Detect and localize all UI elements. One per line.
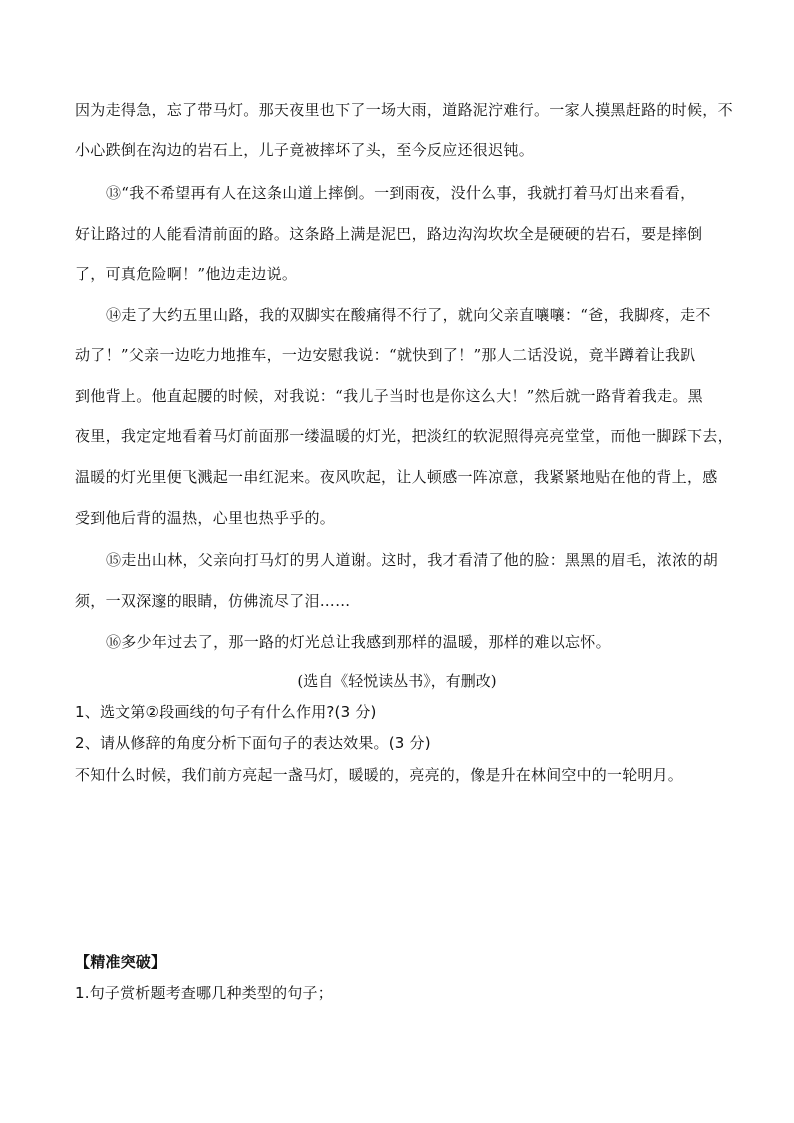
question-2: 2、请从修辞的角度分析下面句子的表达效果。(3 分) bbox=[75, 734, 431, 752]
story-p13-line3: 了，可真危险啊！”他边走边说。 bbox=[75, 265, 298, 283]
section-heading: 【精准突破】 bbox=[75, 953, 167, 971]
story-source: (选自《轻悦读丛书》，有删改) bbox=[297, 672, 497, 690]
story-p16-line1: ⑯多少年过去了，那一路的灯光总让我感到那样的温暖，那样的难以忘怀。 bbox=[106, 633, 611, 651]
story-p14-line6: 受到他后背的温热，心里也热乎乎的。 bbox=[75, 509, 336, 527]
story-p13-line2: 好让路过的人能看清前面的路。这条路上满是泥巴，路边沟沟坎坎全是硬硬的岩石，要是摔倒 bbox=[75, 225, 703, 243]
story-p13-line1: ⑬“我不希望再有人在这条山道上摔倒。一到雨夜，没什么事，我就打着马灯出来看看， bbox=[106, 184, 696, 202]
story-p14-line5: 温暖的灯光里便飞溅起一串红泥来。夜风吹起，让人顿感一阵凉意，我紧紧地贴在他的背上，感 bbox=[75, 468, 718, 486]
story-p14-line2: 动了！”父亲一边吃力地推车，一边安慰我说：“就快到了！”那人二话没说，竟半蹲着让我趴 bbox=[75, 346, 696, 364]
section-item-1: 1.句子赏析题考查哪几种类型的句子； bbox=[75, 984, 333, 1002]
story-p14-line4: 夜里，我定定地看着马灯前面那一缕温暖的灯光，把淡红的软泥照得亮亮堂堂，而他一脚踩下去， bbox=[75, 427, 733, 445]
question-1: 1、选文第②段画线的句子有什么作用?(3 分) bbox=[75, 703, 377, 721]
story-p12-line1: 因为走得急，忘了带马灯。那天夜里也下了一场大雨，道路泥泞难行。一家人摸黑赶路的时候，不 bbox=[75, 101, 733, 119]
question-2-sentence: 不知什么时候，我们前方亮起一盏马灯，暖暖的，亮亮的，像是升在林间空中的一轮明月。 bbox=[75, 766, 684, 784]
story-p14-line1: ⑭走了大约五里山路，我的双脚实在酸痛得不行了，就向父亲直嚷嚷：“爸，我脚疼，走不 bbox=[106, 306, 711, 324]
story-p14-line3: 到他背上。他直起腰的时候，对我说：“我儿子当时也是你这么大！”然后就一路背着我走。黑 bbox=[75, 387, 703, 405]
story-p15-line2: 须，一双深邃的眼睛，仿佛流尽了泪…… bbox=[75, 592, 351, 610]
story-p12-line2: 小心跌倒在沟边的岩石上，儿子竟被摔坏了头，至今反应还很迟钝。 bbox=[75, 141, 535, 159]
story-p15-line1: ⑮走出山林，父亲向打马灯的男人道谢。这时，我才看清了他的脸：黑黑的眉毛，浓浓的胡 bbox=[106, 551, 719, 569]
